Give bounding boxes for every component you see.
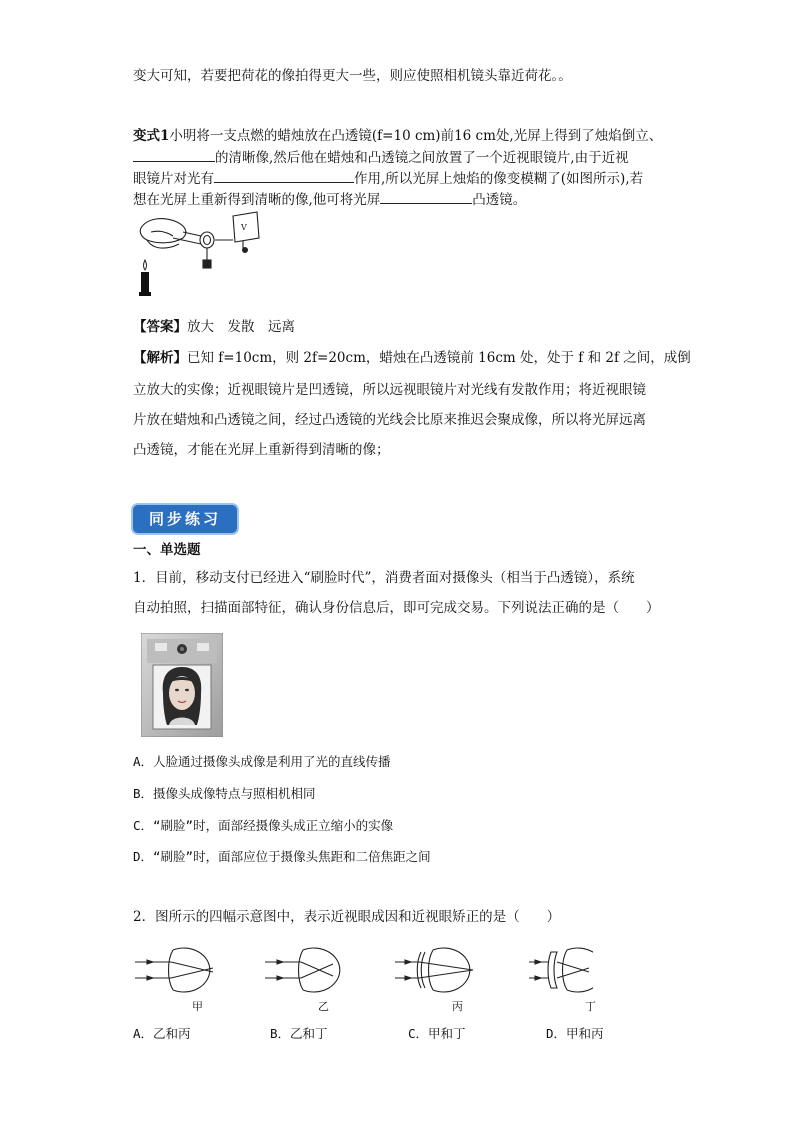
answer-label: 【答案】 bbox=[133, 319, 187, 335]
variant-text-3a: 眼镜片对光有 bbox=[133, 171, 214, 187]
eye-label-yi: 乙 bbox=[318, 1000, 329, 1013]
q2-option-b[interactable]: B．乙和丁 bbox=[270, 1026, 328, 1041]
q2-stem: 2．图所示的四幅示意图中，表示近视眼成因和近视眼矫正的是（ ） bbox=[133, 909, 561, 925]
analysis-text-1: 已知 f=10cm，则 2f=20cm，蜡烛在凸透镜前 16cm 处，处于 f 和 2f 之间，成倒 bbox=[187, 350, 691, 366]
variant-text-3b: 作用,所以光屏上烛焰的像变模糊了(如图所示),若 bbox=[354, 171, 644, 187]
eye-diagram-bing bbox=[395, 948, 473, 992]
intro-line: 变大可知，若要把荷花的像拍得更大一些，则应使照相机镜头靠近荷花。。 bbox=[133, 68, 572, 84]
variant-line-1 bbox=[133, 126, 662, 146]
candle-lens-illustration bbox=[133, 210, 273, 302]
variant-text-4b: 凸透镜。 bbox=[472, 192, 527, 208]
eye-diagram-jia bbox=[135, 948, 213, 992]
q1-option-a[interactable]: A．人脸通过摄像头成像是利用了光的直线传播 bbox=[133, 754, 391, 769]
svg-text:V: V bbox=[241, 223, 247, 232]
answer-blank-3[interactable] bbox=[380, 189, 472, 204]
q1-option-d[interactable]: D．“刷脸”时，面部应位于摄像头焦距和二倍焦距之间 bbox=[133, 849, 431, 864]
analysis-line-4: 凸透镜，才能在光屏上重新得到清晰的像； bbox=[133, 442, 390, 458]
light-screen-figure bbox=[233, 212, 259, 253]
face-scanner-image bbox=[141, 633, 223, 737]
q1-stem-line-2: 自动拍照，扫描面部特征，确认身份信息后，即可完成交易。下列说法正确的是（ ） bbox=[133, 600, 660, 616]
variant-text-2: 的清晰像,然后他在蜡烛和凸透镜之间放置了一个近视眼镜片,由于近视 bbox=[215, 150, 629, 166]
variant-line-2 bbox=[133, 147, 629, 168]
answer-blank-2[interactable] bbox=[214, 168, 354, 183]
hand-holding-lens-figure bbox=[140, 219, 243, 268]
eye-diagrams-figure bbox=[133, 940, 593, 1000]
variant-text-1: 小明将一支点燃的蜡烛放在凸透镜(f=10 cm)前16 cm处,光屏上得到了烛焰倒立、 bbox=[169, 128, 663, 144]
variant-line-4 bbox=[133, 189, 526, 210]
eye-label-ding: 丁 bbox=[585, 1000, 596, 1013]
subsection-title: 一、单选题 bbox=[133, 542, 201, 558]
eye-label-bing: 丙 bbox=[452, 1000, 463, 1013]
q1-option-b[interactable]: B．摄像头成像特点与照相机相同 bbox=[133, 786, 316, 801]
analysis-line-2: 立放大的实像；近视眼镜片是凹透镜，所以远视眼镜片对光线有发散作用；将近视眼镜 bbox=[133, 382, 646, 398]
analysis-line-1 bbox=[133, 348, 691, 368]
eye-diagram-yi bbox=[265, 948, 340, 992]
analysis-line-3: 片放在蜡烛和凸透镜之间，经过凸透镜的光线会比原来推迟会聚成像，所以将光屏远离 bbox=[133, 412, 646, 428]
eye-diagram-ding bbox=[529, 948, 593, 992]
answer-blank-1[interactable] bbox=[133, 147, 215, 162]
q1-option-c[interactable]: C．“刷脸”时，面部经摄像头成正立缩小的实像 bbox=[133, 818, 394, 833]
answer-text: 放大 发散 远离 bbox=[187, 319, 295, 335]
answer-line bbox=[133, 317, 295, 337]
variant-label: 变式1 bbox=[133, 128, 170, 144]
section-title-badge: 同步练习 bbox=[133, 505, 237, 533]
eye-label-jia: 甲 bbox=[192, 1000, 203, 1013]
q1-stem-line-1: 1．目前，移动支付已经进入“刷脸时代”，消费者面对摄像头（相当于凸透镜），系统 bbox=[133, 570, 635, 586]
q2-option-d[interactable]: D．甲和丙 bbox=[546, 1026, 604, 1041]
variant-text-4a: 想在光屏上重新得到清晰的像,他可将光屏 bbox=[133, 192, 381, 208]
face-photo bbox=[163, 667, 202, 725]
candle-figure bbox=[139, 260, 151, 296]
analysis-label: 【解析】 bbox=[133, 350, 187, 366]
q2-option-c[interactable]: C．甲和丁 bbox=[408, 1026, 466, 1041]
variant-line-3 bbox=[133, 168, 643, 189]
q2-option-a[interactable]: A．乙和丙 bbox=[133, 1026, 191, 1041]
